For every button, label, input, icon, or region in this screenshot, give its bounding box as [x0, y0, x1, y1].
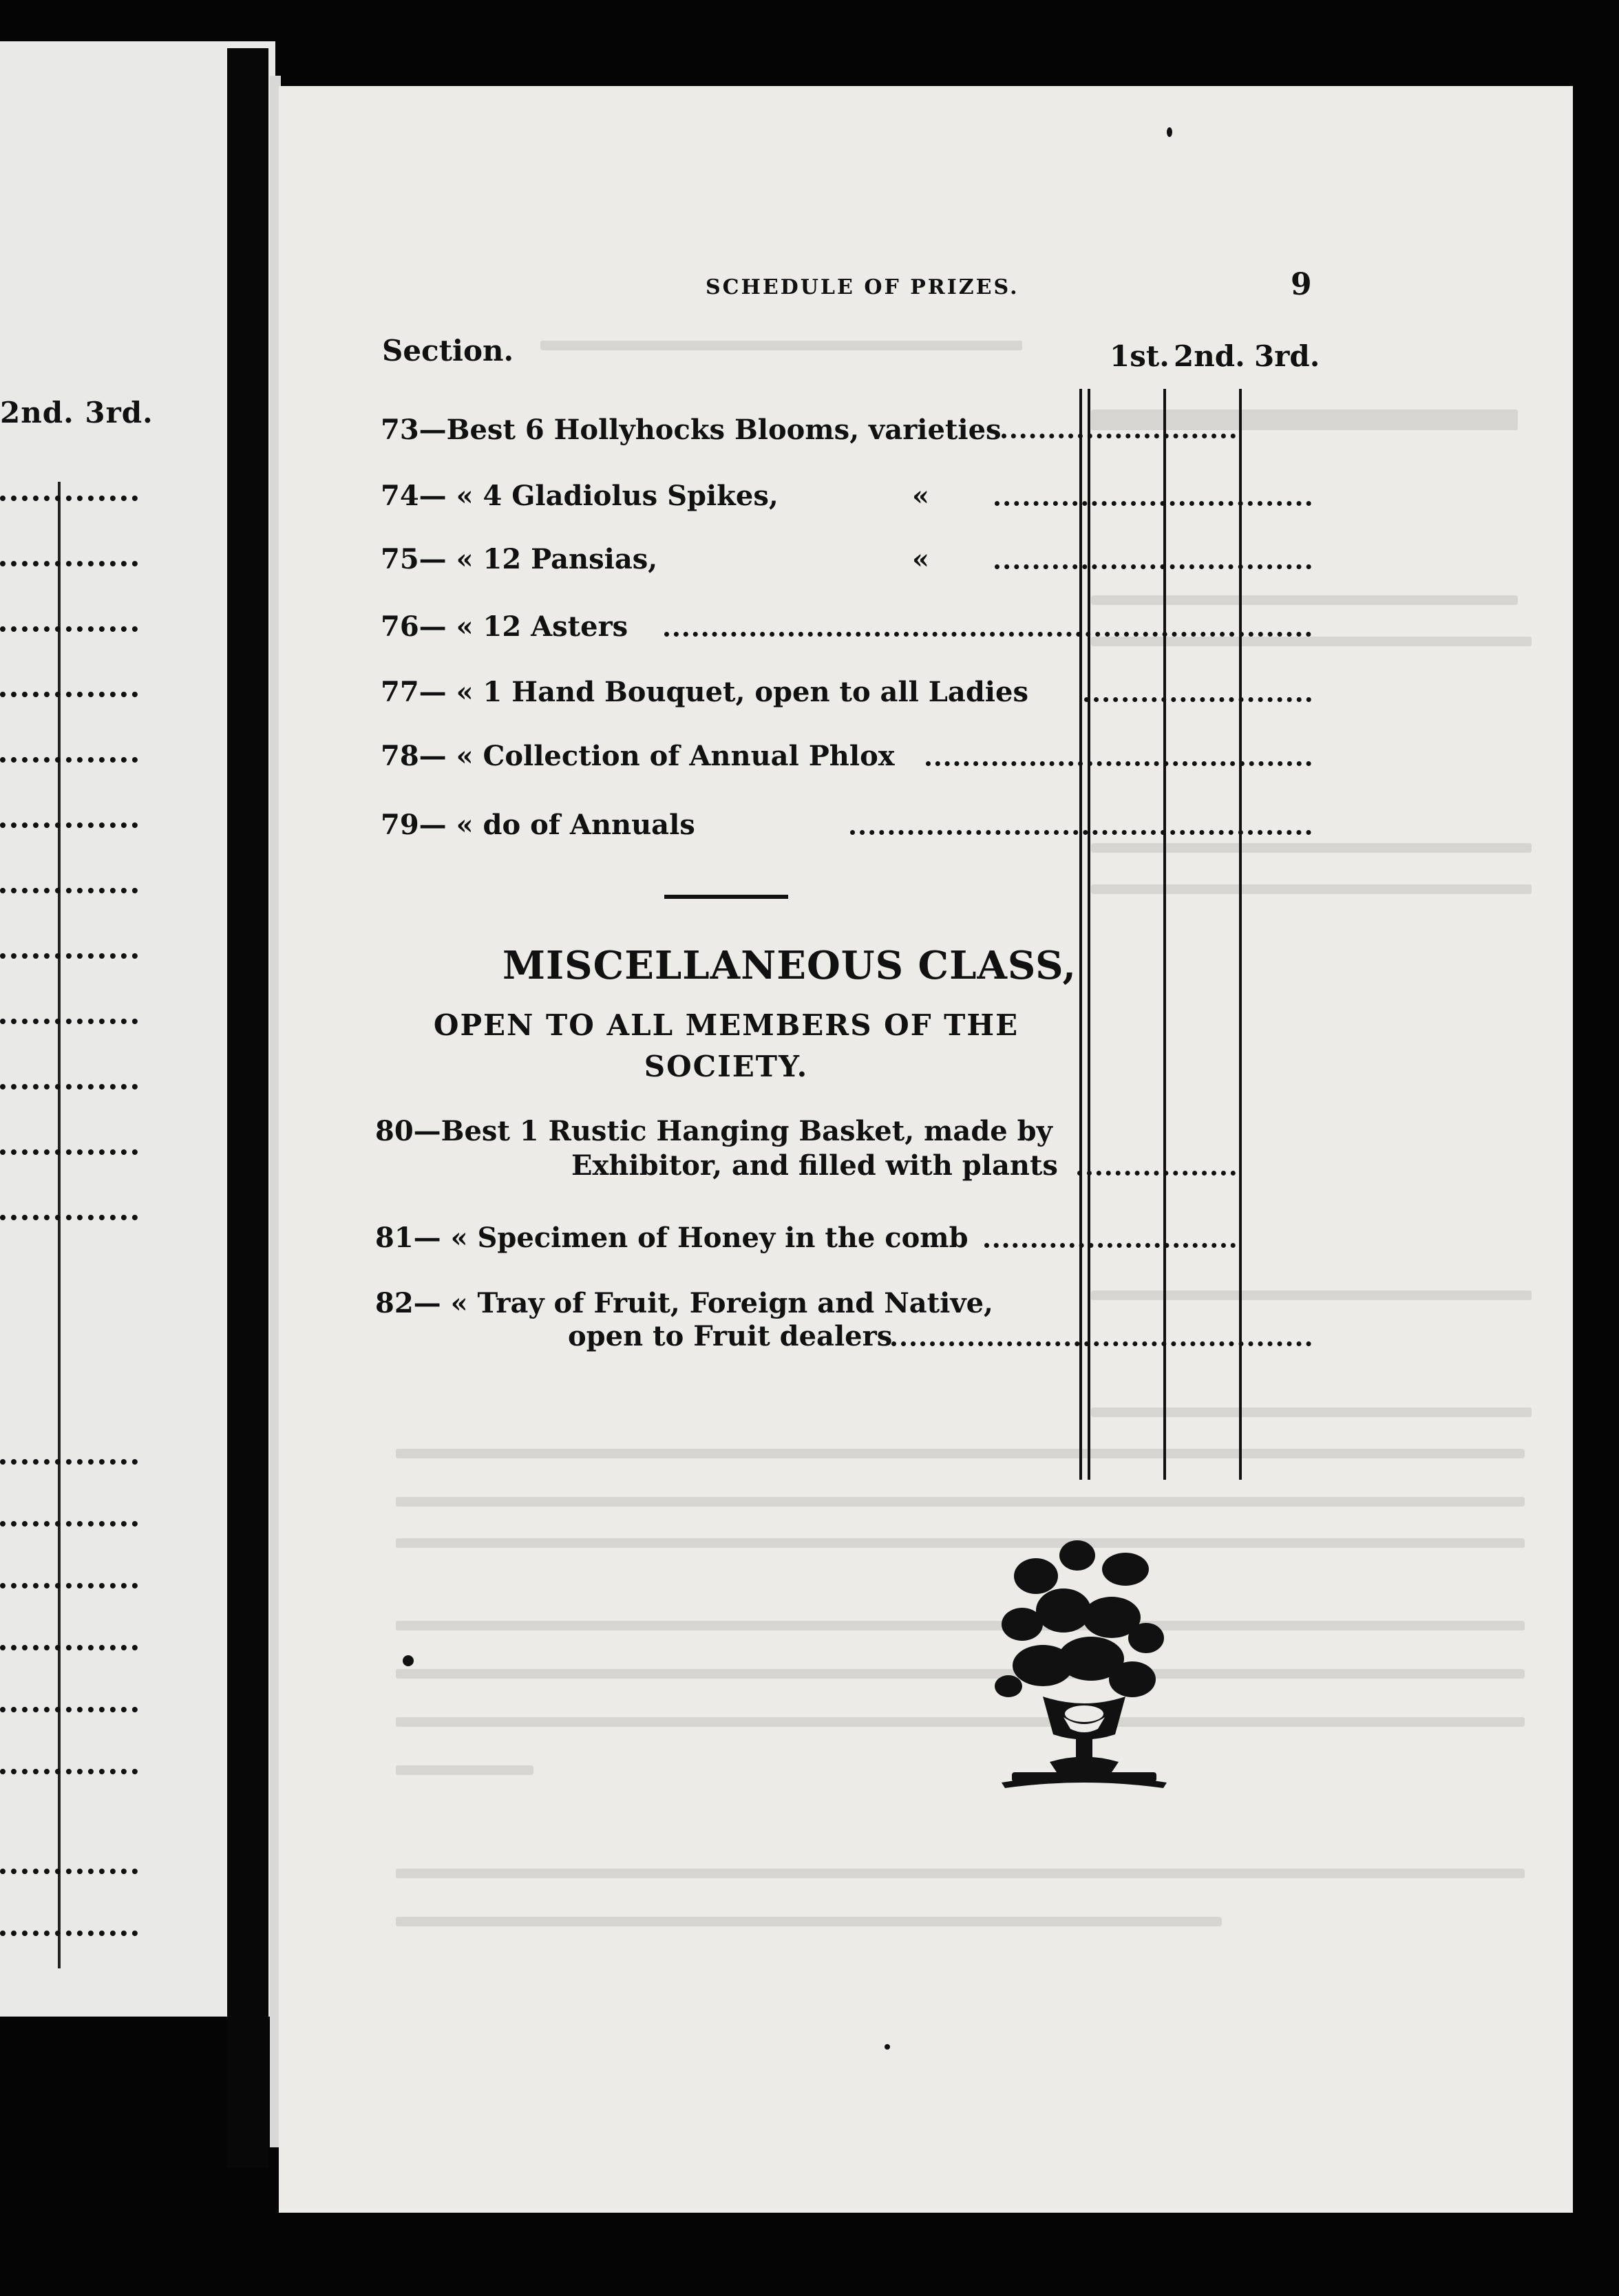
- entry-76: 76— « 12 Asters: [381, 610, 628, 643]
- column-rule-2: [1163, 389, 1166, 1480]
- entry-81: 81— « Specimen of Honey in the comb: [375, 1222, 969, 1254]
- dot-leader: [995, 557, 1311, 569]
- show-through: [1091, 1290, 1532, 1300]
- left-dot-leader: [0, 554, 138, 566]
- left-dot-leader: [0, 1862, 138, 1874]
- left-dot-leader: [0, 1142, 138, 1155]
- misc-class-subtitle: OPEN TO ALL MEMBERS OF THE: [433, 1008, 1019, 1042]
- left-dot-leader: [0, 750, 138, 763]
- dot-leader: [850, 823, 1311, 835]
- dot-leader: [1077, 1164, 1236, 1176]
- column-heading-1st: 1st.: [1110, 339, 1170, 373]
- entry-80-line-1: 80—Best 1 Rustic Hanging Basket, made by: [375, 1115, 1052, 1147]
- ink-speck: [885, 2044, 890, 2050]
- entry-77: 77— « 1 Hand Bouquet, open to all Ladies: [381, 676, 1028, 708]
- entry-73: 73—Best 6 Hollyhocks Blooms, varieties: [381, 414, 1002, 446]
- left-dot-leader: [0, 1924, 138, 1936]
- show-through: [1091, 1407, 1532, 1417]
- show-through: [1091, 637, 1532, 646]
- main-page: [279, 86, 1573, 2213]
- column-rule-3: [1239, 389, 1242, 1480]
- show-through: [396, 1669, 1525, 1679]
- dot-leader: [926, 754, 1311, 766]
- show-through: [1091, 884, 1532, 894]
- book-gutter: [227, 48, 268, 2168]
- show-through: [1091, 843, 1532, 853]
- left-dot-leader: [0, 489, 138, 501]
- left-dot-leader: [0, 1762, 138, 1774]
- column-rule-1b: [1088, 389, 1090, 1480]
- entry-82-line-1: 82— « Tray of Fruit, Foreign and Native,: [375, 1287, 993, 1319]
- dot-leader: [664, 625, 1311, 637]
- show-through: [396, 1497, 1525, 1507]
- section-divider: [664, 895, 788, 899]
- left-dot-leader: [0, 816, 138, 828]
- show-through: [396, 1538, 1525, 1548]
- left-dot-leader: [0, 619, 138, 632]
- entry-78: 78— « Collection of Annual Phlox: [381, 740, 895, 772]
- left-dot-leader: [0, 1012, 138, 1024]
- left-dot-leader: [0, 881, 138, 893]
- entry-79: 79— « do of Annuals: [381, 809, 695, 841]
- ink-speck: [403, 1655, 414, 1666]
- show-through: [1091, 595, 1518, 605]
- left-dot-leader: [0, 1452, 138, 1465]
- left-dot-leader: [0, 1514, 138, 1527]
- page-number: 9: [1291, 267, 1312, 302]
- entry-80-line-2: Exhibitor, and filled with plants: [571, 1149, 1058, 1182]
- show-through: [396, 1717, 1525, 1727]
- left-dot-leader: [0, 1576, 138, 1588]
- dot-leader: [891, 1335, 1311, 1346]
- ditto-mark: «: [912, 543, 929, 575]
- show-through: [396, 1765, 533, 1775]
- section-heading: Section.: [382, 334, 514, 368]
- misc-class-title: MISCELLANEOUS CLASS,: [502, 943, 1077, 988]
- left-column-rule: [58, 482, 61, 1968]
- show-through: [396, 1917, 1222, 1926]
- show-through: [396, 1869, 1525, 1878]
- misc-class-subtitle-2: SOCIETY.: [644, 1050, 809, 1083]
- flower-vase-icon: [995, 1535, 1174, 1810]
- ditto-mark: «: [912, 480, 929, 512]
- ink-speck: [1167, 127, 1172, 137]
- left-dot-leader: [0, 1077, 138, 1089]
- show-through: [540, 341, 1022, 350]
- show-through: [396, 1449, 1525, 1458]
- entry-74: 74— « 4 Gladiolus Spikes,: [381, 480, 779, 512]
- running-head: SCHEDULE OF PRIZES.: [706, 275, 1019, 299]
- left-dot-leader: [0, 685, 138, 697]
- left-column-headings: 2nd. 3rd.: [0, 396, 154, 429]
- left-dot-leader: [0, 1208, 138, 1220]
- dot-leader: [1084, 690, 1311, 702]
- dot-leader: [995, 494, 1311, 506]
- column-heading-3rd: 3rd.: [1254, 339, 1320, 373]
- dot-leader: [984, 1236, 1236, 1248]
- left-dot-leader: [0, 946, 138, 959]
- column-rule-1: [1079, 389, 1082, 1480]
- dot-leader: [1002, 427, 1236, 438]
- column-heading-2nd: 2nd.: [1174, 339, 1245, 373]
- entry-75: 75— « 12 Pansias,: [381, 543, 658, 575]
- left-dot-leader: [0, 1700, 138, 1712]
- show-through: [396, 1621, 1525, 1630]
- left-dot-leader: [0, 1638, 138, 1650]
- entry-82-line-2: open to Fruit dealers: [568, 1320, 893, 1352]
